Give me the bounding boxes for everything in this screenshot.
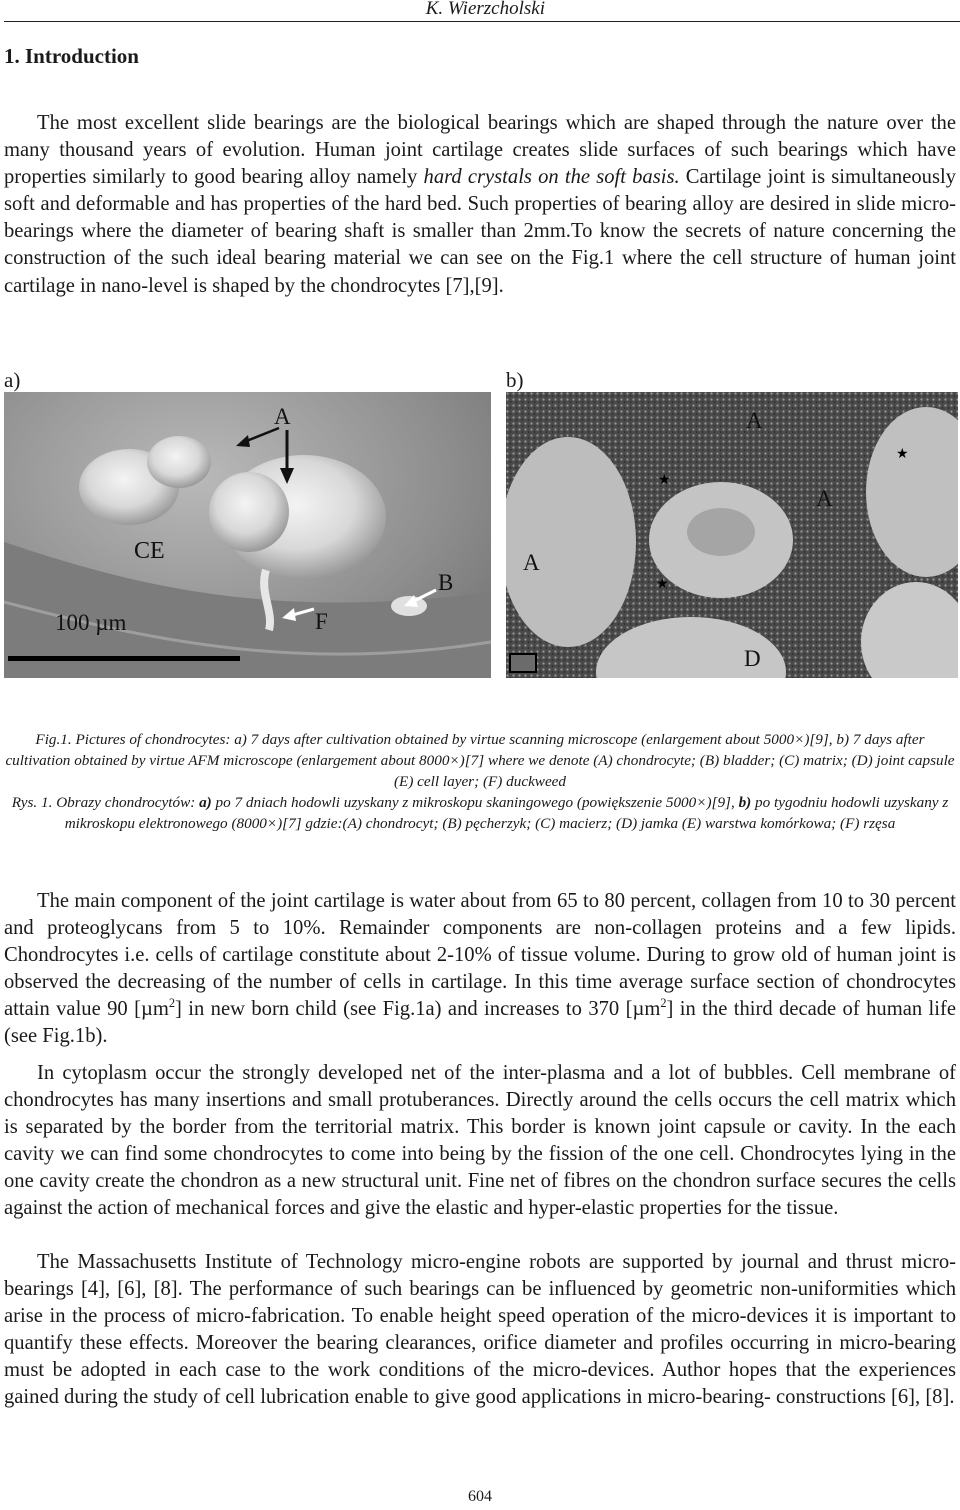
panel-b-label-A-2: A <box>816 486 833 511</box>
scale-bar <box>8 656 240 661</box>
body-p1-sup-1: 2 <box>168 996 176 1011</box>
figure-label-b: b) <box>506 368 524 392</box>
panel-a-label-F: F <box>315 609 328 634</box>
running-head-author: K. Wierzcholski <box>425 0 545 19</box>
body-paragraph-3: The Massachusetts Institute of Technology micro-engine robots are supported by journal and thrust micro-bearings [4], [6], [8]. The performance of such bearings can be influenced by geometric non-uniformities which arise in the process of micro-fabrication. To enable height speed operation of the micro-devices it is important to quantify these effects. Moreover the bearing clearances, orifice diameter and profiles occurring in micro-bearing must be adopted in each case to the work conditions of the micro-devices. Author hopes that the experiences gained during the study of cell lubrication enable to give good applications in micro-bearing- constructions [6], [8]. <box>4 1251 956 1409</box>
star-marker-1: ★ <box>658 473 671 488</box>
nucleus-detail <box>687 508 755 556</box>
page-header <box>0 0 960 22</box>
panel-a-label-A: A <box>274 404 291 429</box>
intro-text-2: Cartilage joint is simultaneously soft and deformable and has properties of the hard bed. Such properties of bearing alloy are desired in slide micro-bearings where the diameter of bearing shaft is smaller than 2mm.To know the secrets of nature concerning the construction of the such ideal bearing material we can see on the Fig.1 where the cell structure of human joint cartilage in nano-level is shaped by the chondrocytes [7],[9]. <box>4 166 956 297</box>
figure-label-a: a) <box>4 368 21 392</box>
caption-pl-b: b) <box>738 794 752 811</box>
figure-caption-en: Fig.1. Pictures of chondrocytes: a) 7 days after cultivation obtained by virtue scanning microscope (enlargement about 5000×)[9], b) 7 days after cultivation obtained by virtue AFM microscope (enlargement about 8000×)[7] where we denote (A) chondrocyte; (B) bladder; (C) matrix; (D) joint capsule (E) cell layer; (F) duckweed <box>5 731 955 790</box>
panel-b-label-D: D <box>744 646 761 671</box>
caption-pl-part-2: po 7 dniach hodowli uzyskany z mikroskopu skaningowego (powiększenie 5000×)[9], <box>211 794 739 811</box>
body-paragraph-1 <box>4 888 956 1051</box>
panel-a-label-B: B <box>438 570 454 595</box>
afm-image <box>506 392 958 678</box>
panel-a-scale-label: 100 µm <box>55 610 127 635</box>
chondrocyte-cluster-2 <box>147 436 211 488</box>
star-marker-2: ★ <box>896 447 909 462</box>
panel-b-label-A-1: A <box>746 408 763 433</box>
intro-text-1: The most excellent slide bearings are the biological bearings which are shaped through the nature over the many thousand years of evolution. Human joint cartilage creates slide surfaces of such bearings which have properties similarly to good bearing alloy namely <box>4 112 956 189</box>
body-p1-text-a: The main component of the joint cartilage is water about from 65 to 80 percent, collagen from 10 to 30 percent and proteoglycans from 5 to 10%. Remainder components are non-collagen proteins and a few lipids. Chondrocytes i.e. cells of cartilage constitute about 2-10% of tissue volume. During to grow old of human joint is observed the decreasing of the number of cells in cartilage. In this time average surface section of chondrocytes attain value 90 [µm <box>4 890 956 1021</box>
body-p1-text-c: ] in the third decade of human life (see Fig.1b). <box>4 998 956 1048</box>
panel-b-label-A-3: A <box>523 550 540 575</box>
star-marker-3: ★ <box>656 577 669 592</box>
intro-text-italic: hard crystals on the soft basis. <box>423 166 680 189</box>
body-p1-sup-2: 2 <box>660 996 667 1011</box>
body-p1-text-b: ] in new born child (see Fig.1a) and increases to 370 [µm <box>175 998 661 1021</box>
caption-pl-a: a) <box>199 794 212 811</box>
caption-pl-part-1: Rys. 1. Obrazy chondrocytów: <box>11 794 200 811</box>
sem-micrograph <box>4 392 491 678</box>
afm-micrograph <box>506 392 958 678</box>
arrow-a-left-head <box>236 435 250 447</box>
header-rule <box>4 21 960 22</box>
panel-a-label-CE: CE <box>134 538 165 564</box>
chondrocyte-cluster-4 <box>209 472 289 552</box>
figure-caption-pl <box>4 792 956 834</box>
page-number: 604 <box>468 1488 492 1505</box>
intro-paragraph <box>4 110 956 300</box>
section-title: 1. Introduction <box>4 44 139 68</box>
body-paragraph-2: In cytoplasm occur the strongly developed net of the inter-plasma and a lot of bubbles. Cell membrane of chondrocytes has many insertions and small protuberances. Directly around the cells occurs the cell matrix which is separated by the border from the territorial matrix. This border is known joint capsule or cavity. In the each cavity we can find some chondrocytes to come into being by the fission of the one cell. Chondrocytes lying in the one cavity create the chondron as a new structural unit. Fine net of fibres on the chondron surface secures the cells against the action of mechanical forces and give the elastic and hyper-elastic properties for the tissue. <box>4 1062 956 1220</box>
arrow-a-left <box>244 428 279 442</box>
scale-box <box>510 654 536 672</box>
cell-1 <box>506 437 636 647</box>
caption-pl-part-3: po tygodniu hodowli uzyskany z mikroskopu elektronowego (8000×)[7] gdzie:(A) chondrocyt; (B) pęcherzyk; (C) macierz; (D) jamka (E) warstwa komórkowa; (F) rzęsa <box>64 794 949 832</box>
